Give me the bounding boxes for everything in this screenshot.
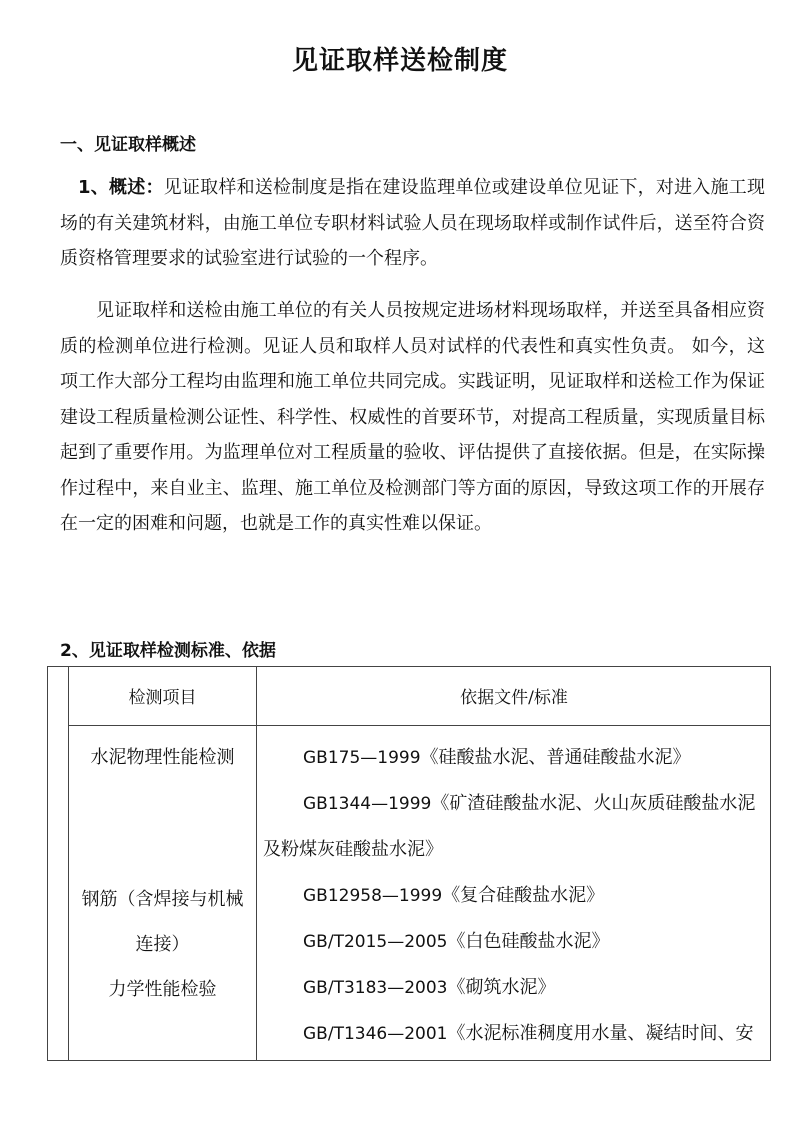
paragraph-overview — [60, 170, 765, 277]
standard-code: GB175—1999 — [303, 748, 421, 768]
standard-name: 《复合硅酸盐水泥》 — [442, 885, 605, 906]
standard-code: GB/T3183—2003 — [303, 978, 448, 998]
paragraph-lead: 1、概述： — [78, 177, 164, 198]
section-heading-standards: 2、见证取样检测标准、依据 — [60, 641, 276, 661]
standard-name: 《硅酸盐水泥、普通硅酸盐水泥》 — [420, 747, 691, 768]
standard-name: 《矿渣硅酸盐水泥、火山灰质硅酸盐水泥及粉煤灰硅酸盐水泥》 — [263, 793, 756, 860]
standard-name: 《砌筑水泥》 — [447, 977, 556, 998]
standard-entry — [263, 735, 763, 781]
table-cell-item — [69, 877, 256, 1012]
standard-entry — [263, 919, 763, 965]
standard-code: GB1344—1999 — [303, 794, 432, 814]
standard-entry — [263, 873, 763, 919]
standards-table — [47, 666, 771, 1061]
table-cell-item: 水泥物理性能检测 — [90, 747, 235, 768]
standard-code: GB12958—1999 — [303, 886, 443, 906]
table-header-standard: 依据文件/标准 — [460, 688, 568, 708]
standard-entry — [263, 1011, 763, 1057]
standard-entry — [263, 781, 763, 873]
table-cell-standards — [263, 735, 763, 1057]
standard-code: GB/T1346—2001 — [303, 1024, 448, 1044]
table-header-item: 检测项目 — [128, 688, 197, 708]
standard-entry — [263, 965, 763, 1011]
standard-name: 《水泥标准稠度用水量、凝结时间、安 — [447, 1023, 754, 1044]
table-cell-item-line: 连接） — [135, 934, 190, 955]
table-cell-item-line: 力学性能检验 — [108, 979, 217, 1000]
section-heading-overview: 一、见证取样概述 — [60, 135, 196, 155]
paragraph-text: 见证取样和送检制度是指在建设监理单位或建设单位见证下，对进入施工现场的有关建筑材料，由施工单位专职材料试验人员在现场取样或制作试件后，送至符合资质资格管理要求的试验室进行试验的一个程序。 — [60, 177, 765, 269]
page-title: 见证取样送检制度 — [291, 46, 508, 76]
standard-name: 《白色硅酸盐水泥》 — [447, 931, 610, 952]
paragraph-body: 见证取样和送检由施工单位的有关人员按规定进场材料现场取样，并送至具备相应资质的检测单位进行检测。见证人员和取样人员对试样的代表性和真实性负责。 如今，这项工作大部分工程均由监理和施工单位共同完成。实践证明，见证取样和送检工作为保证建设工程质量检测公证性、科学性、权威性的首要环节，对提高工程质量，实现质量目标起到了重要作用。为监理单位对工程质量的验收、评估提供了直接依据。但是，在实际操作过程中，来自业主、监理、施工单位及检测部门等方面的原因，导致这项工作的开展存在一定的困难和问题，也就是工作的真实性难以保证。 — [60, 300, 765, 534]
table-cell-item-line: 钢筋（含焊接与机械 — [81, 889, 244, 910]
standard-code: GB/T2015—2005 — [303, 932, 448, 952]
table-divider — [68, 725, 770, 726]
